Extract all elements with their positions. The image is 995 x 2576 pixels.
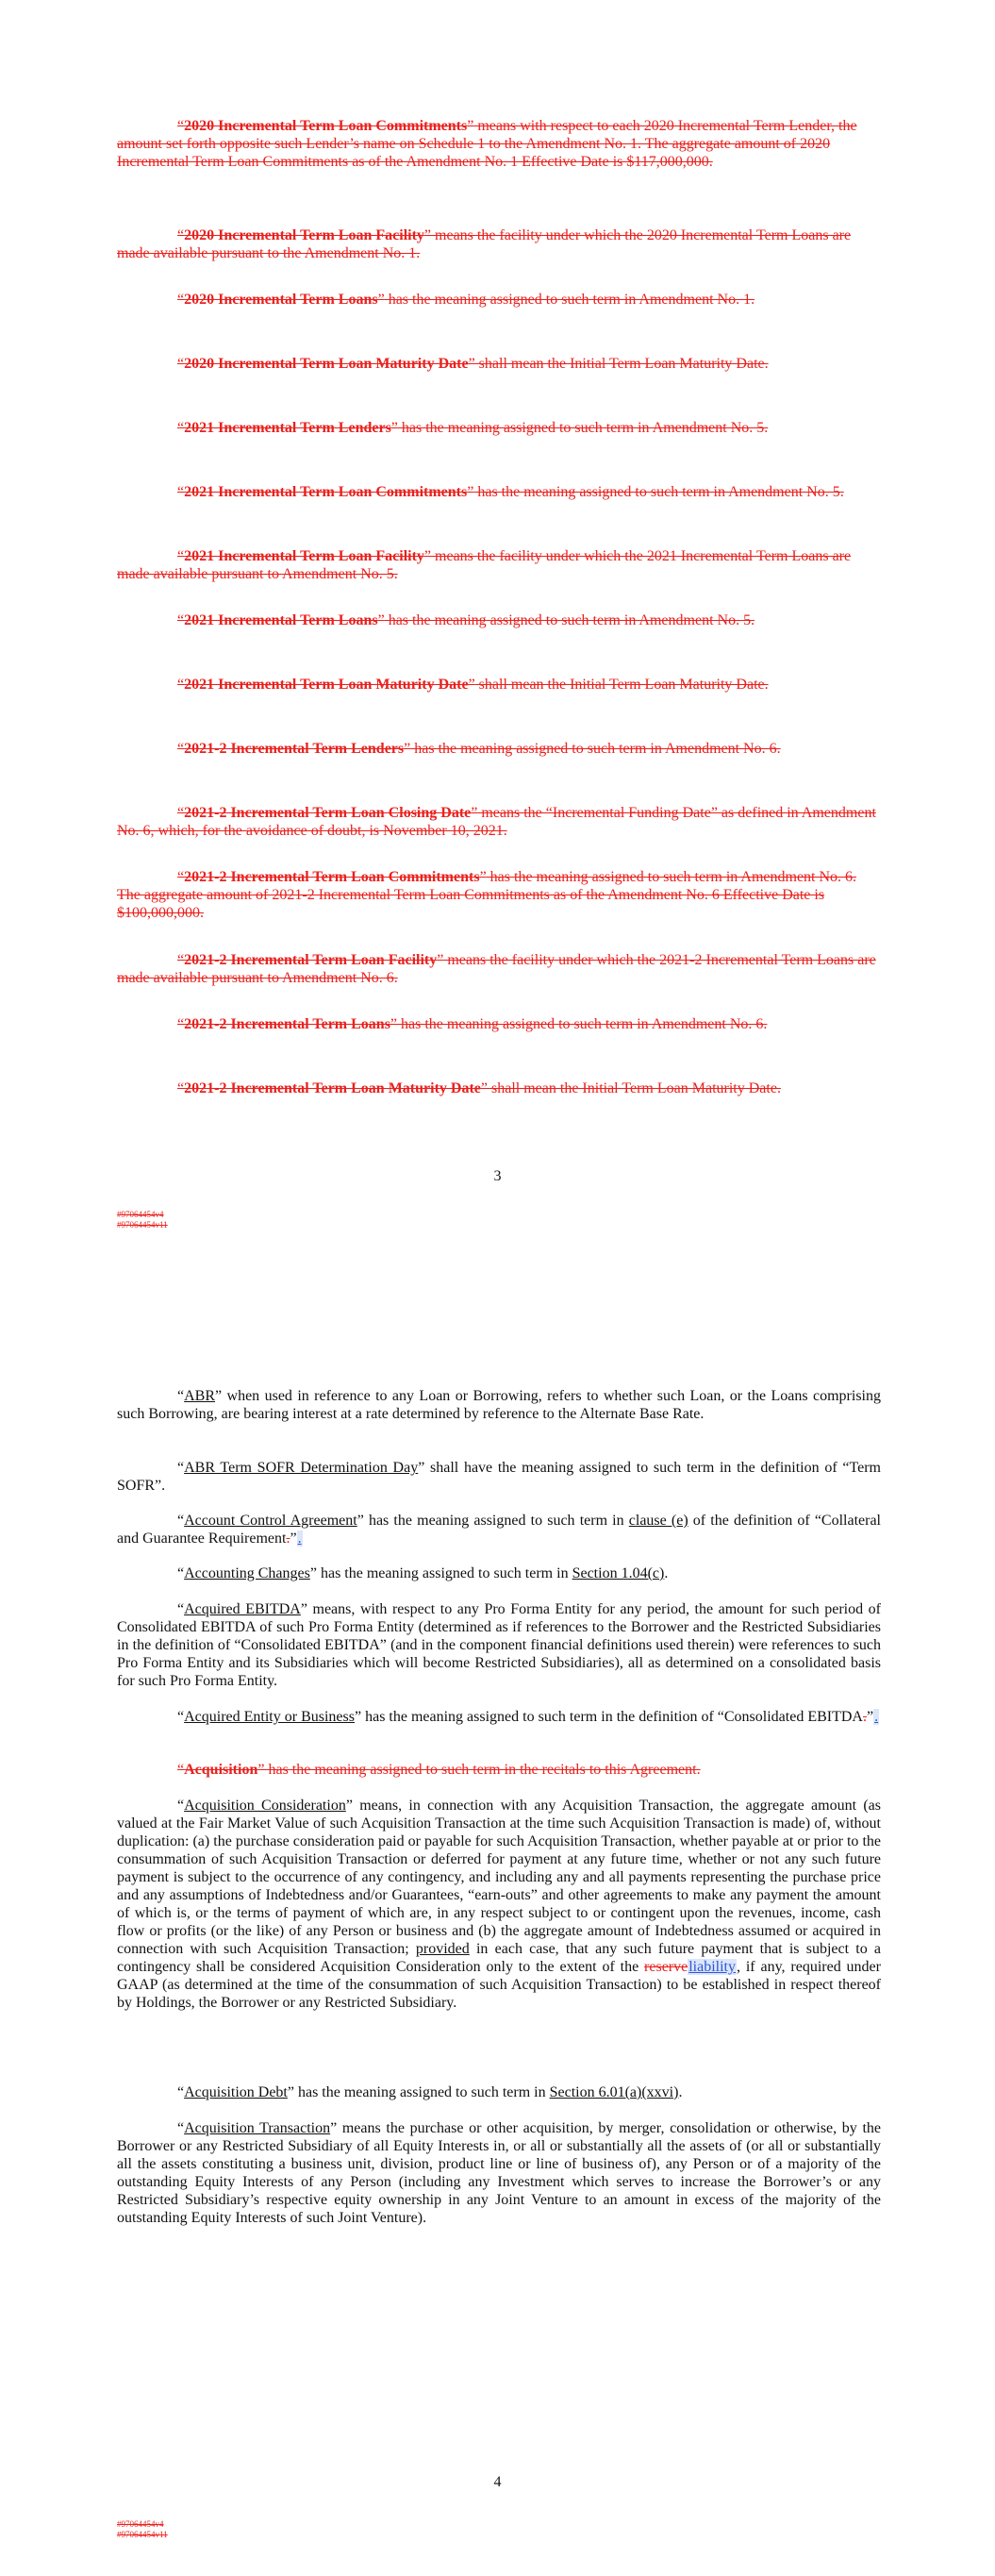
open-quote: “	[177, 1513, 185, 1529]
deleted-text: .	[286, 1531, 290, 1547]
definition-text: shall mean the Initial Term Loan Maturity Date.	[488, 1080, 781, 1096]
definition-text: means the facility under which the 2021 Incremental Term Loans are made available pursuant to Amendment No. 5.	[117, 548, 852, 582]
struck-definition: “2021-2 Incremental Term Loan Closing Date” means the “Incremental Funding Date” as defined in Amendment No. 6, which, for the avoidance of doubt, is November 10, 2021.	[117, 805, 876, 839]
struck-definition: “2020 Incremental Term Loan Facility” means the facility under which the 2020 Incremental Term Loans are made available pursuant to the Amendment No. 1.	[117, 227, 852, 261]
defined-term: 2021-2 Incremental Term Loans	[184, 1016, 390, 1032]
defined-term: 2021-2 Incremental Term Lenders	[184, 741, 405, 757]
doc-id-new: #97064454v11	[117, 1220, 168, 1229]
period: .	[664, 1565, 669, 1581]
doc-id-old: #97064454v4	[117, 1210, 164, 1219]
open-quote: “	[177, 1565, 185, 1581]
open-quote: “	[177, 2084, 185, 2100]
struck-definition: “2021 Incremental Term Lenders” has the meaning assigned to such term in Amendment No. 5.	[177, 420, 769, 436]
definition-text: has the meaning assigned to such term in Amendment No. 5.	[397, 420, 769, 436]
struck-definition: “2021 Incremental Term Loan Maturity Date” shall mean the Initial Term Loan Maturity Date.	[177, 677, 769, 693]
definition-acquired-entity-or-business	[117, 1708, 881, 1726]
cross-reference: clause (e)	[628, 1513, 688, 1529]
definition-acquisition-transaction	[117, 2119, 881, 2227]
page-number: 4	[493, 2474, 502, 2490]
defined-term: 2021 Incremental Term Loan Commitments	[184, 484, 468, 500]
open-quote: “	[177, 1798, 185, 1814]
defined-term: 2021-2 Incremental Term Loan Maturity Date	[184, 1080, 481, 1096]
struck-definition: “2021-2 Incremental Term Loan Commitments” has the meaning assigned to such term in Amendment No. 6. The aggregate amount of 2021-2 Incremental Term Loan Commitments as of the Amendment No. 6 Effective Date is $100,000,000.	[117, 869, 857, 921]
defined-term: 2020 Incremental Term Loan Facility	[184, 227, 424, 243]
defined-term: 2021 Incremental Term Lenders	[184, 420, 391, 436]
defined-term: Acquisition Consideration	[184, 1798, 346, 1814]
page-4	[0, 1378, 995, 2576]
open-quote: “	[177, 1601, 185, 1617]
definition-text: has the meaning assigned to such term in Amendment No. 6.	[397, 1016, 768, 1032]
definition-text: ” has the meaning assigned to such term in the recitals to this Agreement.	[257, 1762, 701, 1778]
definition-text: has the meaning assigned to such term in Amendment No. 5.	[384, 612, 755, 628]
cross-reference: Section 6.01(a)(xxvi)	[549, 2084, 679, 2100]
defined-term: 2021 Incremental Term Loan Facility	[184, 548, 424, 564]
open-quote: “	[177, 1388, 185, 1404]
open-quote: “	[177, 1460, 185, 1476]
definition-text-part1: ” means, in connection with any Acquisition Transaction, the aggregate amount (as valued at the Fair Market Value of such Acquisition Transaction at the time such Acquisition Transaction is made) of, without duplication: (a) the purchase consideration paid or payable for such Acquisition Transaction, whether payable at or prior to the consummation of such Acquisition Transaction or deferred for payment at any future time, whether or not any such future payment is subject to the occurrence of any contingency, and including any and all payments representing the purchase price and any assumptions of Indebtedness and/or Guarantees, “earn-outs” and other agreements to make any payment the amount of which is, or the terms of payment of which are, in any respect subject to or contingent upon the revenues, income, cash flow or profits (or the like) of any Person or business and (b) the aggregate amount of Indebtedness assumed or acquired in connection with such Acquisition Transaction;	[117, 1798, 881, 1957]
period: .	[678, 2084, 683, 2100]
definition-text: means with respect to each 2020 Incremental Term Lender, the amount set forth opposite such Lender’s name on Schedule 1 to the Amendment No. 1. The aggregate amount of 2020 Incremental Term Loan Commitments as of the Amendment No. 1 Effective Date is $117,000,000.	[117, 118, 857, 170]
defined-term: 2020 Incremental Term Loans	[184, 292, 378, 308]
definition-text: shall mean the Initial Term Loan Maturity Date.	[474, 677, 769, 693]
struck-definition: “2021-2 Incremental Term Loan Maturity Date” shall mean the Initial Term Loan Maturity Date.	[177, 1080, 781, 1096]
definition-text: has the meaning assigned to such term in Amendment No. 6.	[410, 741, 781, 757]
close-quote: ”	[290, 1531, 297, 1547]
defined-term: 2020 Incremental Term Loan Maturity Date	[184, 356, 469, 372]
struck-definition: “2021-2 Incremental Term Loan Facility” means the facility under which the 2021-2 Incremental Term Loans are made available pursuant to Amendment No. 6.	[117, 952, 876, 986]
definition-text: ” has the meaning assigned to such term in	[309, 1565, 572, 1581]
definition-text: means the facility under which the 2021-2 Incremental Term Loans are made available pursuant to Amendment No. 6.	[117, 952, 876, 986]
defined-term: 2020 Incremental Term Loan Commitments	[184, 118, 468, 134]
defined-term: 2021-2 Incremental Term Loan Facility	[184, 952, 438, 968]
definition-text: ” means the purchase or other acquisition, by merger, consolidation or otherwise, by the Borrower or any Restricted Subsidiary of all Equity Interests in, or all or substantially all the assets of (or all or substantially all the assets constituting a business unit, division, product line or line of business of), any Person or of a majority of the outstanding Equity Interests of any Person (including any Investment which serves to increase the Borrower’s or any Restricted Subsidiary’s respective equity ownership in any Joint Venture to an amount in excess of the majority of the outstanding Equity Interests of such Joint Venture).	[117, 2120, 881, 2226]
close-quote: ”	[866, 1709, 874, 1725]
definition-text: means the facility under which the 2020 Incremental Term Loans are made available pursuant to the Amendment No. 1.	[117, 227, 852, 261]
definition-account-control-agreement	[117, 1512, 881, 1547]
provided-term: provided	[415, 1941, 470, 1957]
definition-text-part3: , if any, required under GAAP (as determined at the time of the consummation of such Acquisition Transaction) to be established in respect thereof by Holdings, the Borrower or any Restricted Subsidiary.	[117, 1959, 881, 2011]
struck-definition: “2021-2 Incremental Term Lenders” has the meaning assigned to such term in Amendment No. 6.	[177, 741, 781, 757]
definition-text: ” when used in reference to any Loan or Borrowing, refers to whether such Loan, or the Loans comprising such Borrowing, are bearing interest at a rate determined by reference to the Alternate Base Rate.	[117, 1388, 881, 1422]
definition-text: ” has the meaning assigned to such term in	[287, 2084, 550, 2100]
definition-acquisition-deleted: “Acquisition” has the meaning assigned to such term in the recitals to this Agreement.	[177, 1762, 701, 1778]
definition-acquired-ebitda	[117, 1600, 881, 1690]
defined-term: Account Control Agreement	[184, 1513, 357, 1529]
inserted-text: .	[297, 1531, 302, 1547]
struck-definition: “2021-2 Incremental Term Loans” has the meaning assigned to such term in Amendment No. 6.	[177, 1016, 768, 1032]
defined-term: 2021-2 Incremental Term Loan Commitments	[184, 869, 480, 885]
page-number: 3	[493, 1168, 502, 1184]
defined-term: Acquisition Debt	[184, 2084, 288, 2100]
definition-acquisition-debt	[117, 2083, 881, 2101]
definition-text: means the “Incremental Funding Date” as defined in Amendment No. 6, which, for the avoidance of doubt, is November 10, 2021.	[117, 805, 876, 839]
definition-text: ” means, with respect to any Pro Forma Entity for any period, the amount for such period of Consolidated EBITDA of such Pro Forma Entity (determined as if references to the Borrower and the Restricted Subsidiaries in the definition of “Consolidated EBITDA” (and in the component financial definitions used therein) were references to such Pro Forma Entity and its Subsidiaries which will become Restricted Subsidiaries), all as determined on a consolidated basis for such Pro Forma Entity.	[117, 1601, 882, 1689]
cross-reference: Section 1.04(c)	[572, 1565, 665, 1581]
definition-text-tail: of the definition of “Collateral and Guarantee Requirement	[117, 1513, 882, 1547]
open-quote: “	[177, 1709, 185, 1725]
struck-definition: “2020 Incremental Term Loan Maturity Date” shall mean the Initial Term Loan Maturity Date.	[177, 356, 769, 372]
defined-term: Accounting Changes	[184, 1565, 310, 1581]
defined-term: Acquisition	[184, 1762, 258, 1778]
definition-text: has the meaning assigned to such term in Amendment No. 6. The aggregate amount of 2021-2 Incremental Term Loan Commitments as of the Amendment No. 6 Effective Date is $100,000,000.	[117, 869, 857, 921]
definition-text-part2: in each case, that any such future payment that is subject to a contingency shall be considered Acquisition Consideration only to the extent of the	[117, 1941, 881, 1975]
defined-term: ABR Term SOFR Determination Day	[184, 1460, 419, 1476]
definition-acquisition-consideration	[117, 1797, 881, 2012]
struck-definition: “2021 Incremental Term Loan Facility” means the facility under which the 2021 Incremental Term Loans are made available pursuant to Amendment No. 5.	[117, 548, 852, 582]
open-quote: “	[177, 2120, 185, 2136]
definition-text: ” has the meaning assigned to such term in	[357, 1513, 629, 1529]
defined-term: 2021 Incremental Term Loans	[184, 612, 378, 628]
defined-term: Acquisition Transaction	[184, 2120, 331, 2136]
definition-text: has the meaning assigned to such term in Amendment No. 5.	[473, 484, 844, 500]
deleted-text: reserve	[644, 1959, 688, 1975]
definition-abr-term-sofr	[117, 1459, 881, 1495]
inserted-text: .	[874, 1709, 879, 1725]
doc-id-new: #97064454v11	[117, 2530, 168, 2539]
struck-definition: “2021 Incremental Term Loans” has the meaning assigned to such term in Amendment No. 5.	[177, 612, 755, 628]
definition-text: has the meaning assigned to such term in Amendment No. 1.	[384, 292, 755, 308]
defined-term: Acquired EBITDA	[184, 1601, 301, 1617]
definition-text: shall mean the Initial Term Loan Maturity Date.	[474, 356, 769, 372]
doc-id-old: #97064454v4	[117, 2519, 164, 2529]
definition-text: ” has the meaning assigned to such term in the definition of “Consolidated EBITDA	[354, 1709, 863, 1725]
defined-term: Acquired Entity or Business	[184, 1709, 355, 1725]
definition-accounting-changes	[117, 1564, 881, 1582]
definition-abr	[117, 1387, 881, 1423]
struck-definition: “2021 Incremental Term Loan Commitments” has the meaning assigned to such term in Amendment No. 5.	[177, 484, 844, 500]
struck-definition: “2020 Incremental Term Loans” has the meaning assigned to such term in Amendment No. 1.	[177, 292, 755, 308]
defined-term: 2021 Incremental Term Loan Maturity Date	[184, 677, 469, 693]
deleted-text: .	[862, 1709, 867, 1725]
defined-term: 2021-2 Incremental Term Loan Closing Date	[184, 805, 472, 821]
definition-text: ” shall have the meaning assigned to such term in the definition of “Term SOFR”.	[117, 1460, 881, 1494]
inserted-text: liability	[688, 1959, 736, 1975]
page-3	[0, 0, 995, 1283]
defined-term: ABR	[184, 1388, 216, 1404]
struck-definition: “2020 Incremental Term Loan Commitments” means with respect to each 2020 Incremental Term Lender, the amount set forth opposite such Lender’s name on Schedule 1 to the Amendment No. 1. The aggregate amount of 2020 Incremental Term Loan Commitments as of the Amendment No. 1 Effective Date is $117,000,000.	[117, 118, 857, 170]
